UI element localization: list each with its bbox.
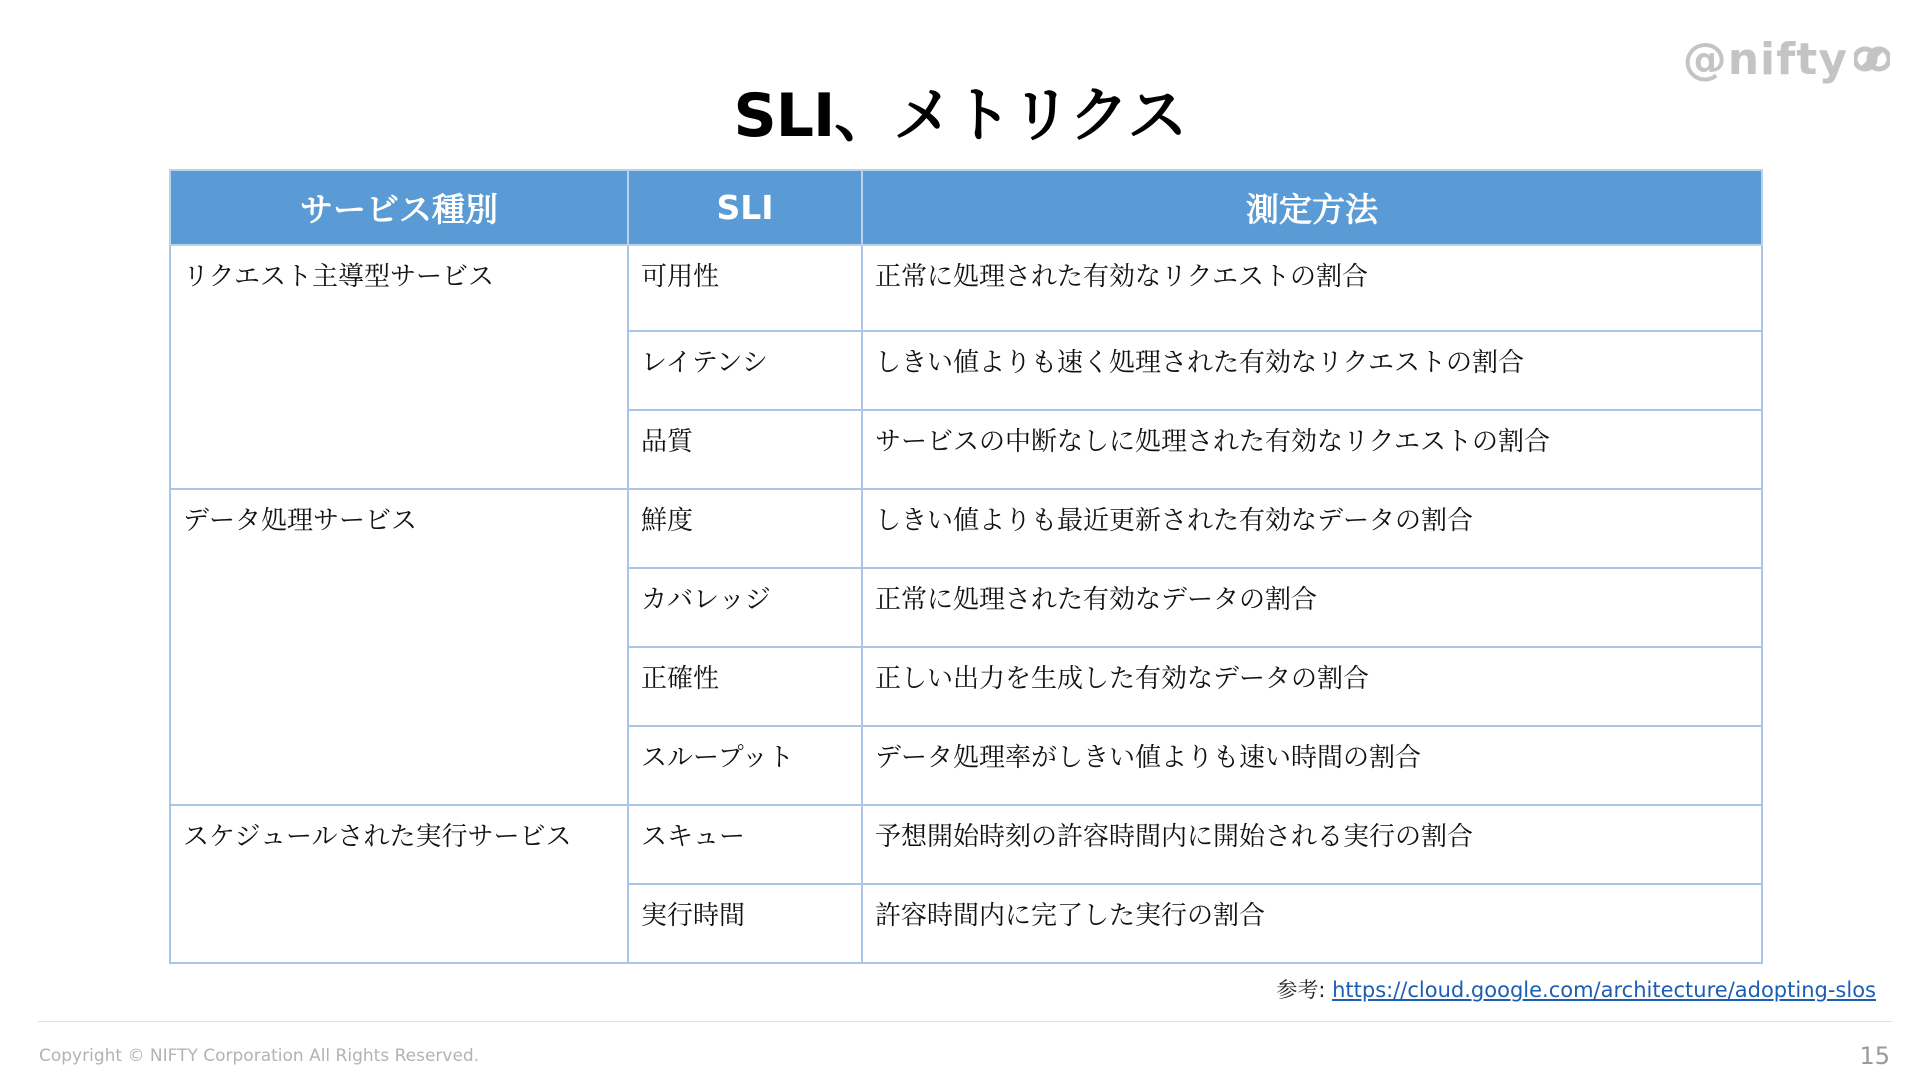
- method-cell: 正常に処理された有効なリクエストの割合: [862, 245, 1762, 331]
- service-type-cell: リクエスト主導型サービス: [170, 245, 628, 489]
- sli-cell: カバレッジ: [628, 568, 862, 647]
- slide-title: SLI、メトリクス: [733, 81, 1187, 151]
- header-method: 測定方法: [862, 170, 1762, 245]
- header-service-type: サービス種別: [170, 170, 628, 245]
- sli-cell: スループット: [628, 726, 862, 805]
- sli-cell: スキュー: [628, 805, 862, 884]
- logo-text: @nifty: [1682, 33, 1848, 85]
- reference-note: [1276, 974, 1876, 1004]
- footer-divider: [38, 1021, 1892, 1022]
- method-cell: データ処理率がしきい値よりも速い時間の割合: [862, 726, 1762, 805]
- sli-cell: 鮮度: [628, 489, 862, 568]
- reference-link[interactable]: https://cloud.google.com/architecture/adopting-slos: [1332, 978, 1876, 1002]
- method-cell: しきい値よりも速く処理された有効なリクエストの割合: [862, 331, 1762, 410]
- sli-cell: 可用性: [628, 245, 862, 331]
- method-cell: 正常に処理された有効なデータの割合: [862, 568, 1762, 647]
- table-header-row: [170, 170, 1762, 245]
- table-row: [170, 805, 1762, 884]
- copyright-text: Copyright © NIFTY Corporation All Rights Reserved.: [39, 1046, 480, 1066]
- nifty-logo: [1683, 34, 1890, 84]
- method-cell: 許容時間内に完了した実行の割合: [862, 884, 1762, 963]
- reference-label: 参考:: [1276, 978, 1326, 1002]
- table-row: [170, 489, 1762, 568]
- service-type-cell: データ処理サービス: [170, 489, 628, 805]
- sli-cell: 正確性: [628, 647, 862, 726]
- method-cell: サービスの中断なしに処理された有効なリクエストの割合: [862, 410, 1762, 489]
- sli-table-container: [169, 169, 1761, 964]
- sli-cell: レイテンシ: [628, 331, 862, 410]
- method-cell: しきい値よりも最近更新された有効なデータの割合: [862, 489, 1762, 568]
- method-cell: 予想開始時刻の許容時間内に開始される実行の割合: [862, 805, 1762, 884]
- sli-table: [169, 169, 1763, 964]
- table-row: [170, 245, 1762, 331]
- sli-cell: 品質: [628, 410, 862, 489]
- page-number: 15: [1859, 1042, 1890, 1070]
- method-cell: 正しい出力を生成した有効なデータの割合: [862, 647, 1762, 726]
- nifty-mark-icon: [1854, 44, 1890, 74]
- sli-cell: 実行時間: [628, 884, 862, 963]
- header-sli: SLI: [628, 170, 862, 245]
- service-type-cell: スケジュールされた実行サービス: [170, 805, 628, 963]
